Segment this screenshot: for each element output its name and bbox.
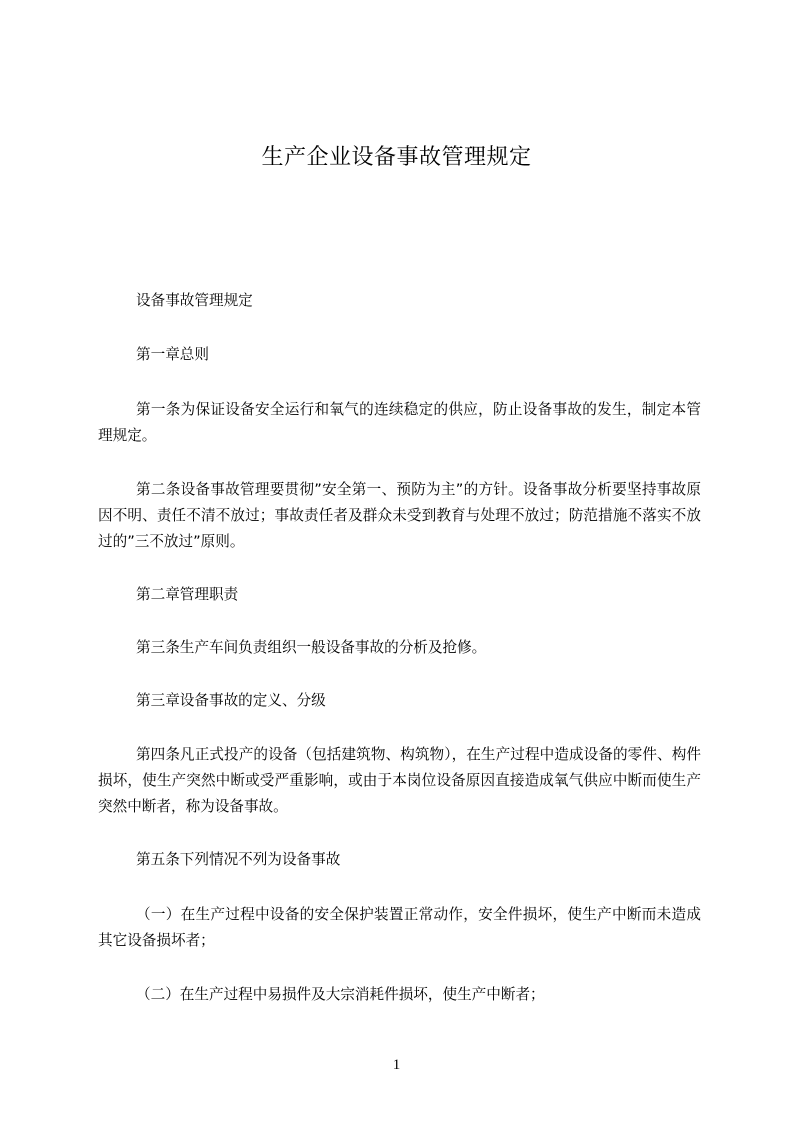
article-paragraph: 第二条设备事故管理要贯彻”安全第一、预防为主”的方针。设备事故分析要坚持事故原因不明、责任不清不放过；事故责任者及群众未受到教育与处理不放过；防范措施不落实不放过的”三不放过”原则。: [98, 481, 701, 550]
chapter-heading: 第三章设备事故的定义、分级: [136, 692, 326, 709]
list-item-paragraph: （一）在生产过程中设备的安全保护装置正常动作，安全件损坏，使生产中断而未造成其它设备损坏者；: [98, 906, 701, 949]
section-heading: 设备事故管理规定: [136, 292, 253, 309]
page-number: 1: [392, 1057, 401, 1073]
page-title: 生产企业设备事故管理规定: [261, 145, 532, 170]
article-paragraph: 第五条下列情况不列为设备事故: [136, 851, 341, 868]
article-paragraph: 第四条凡正式投产的设备（包括建筑物、构筑物），在生产过程中造成设备的零件、构件损坏，使生产突然中断或受严重影响，或由于本岗位设备原因直接造成氧气供应中断而使生产突然中断者，称为设备事故。: [98, 746, 701, 815]
chapter-heading: 第一章总则: [136, 346, 209, 363]
chapter-heading: 第二章管理职责: [136, 586, 239, 603]
article-paragraph: 第三条生产车间负责组织一般设备事故的分析及抢修。: [136, 639, 487, 656]
list-item-paragraph: （二）在生产过程中易损件及大宗消耗件损坏，使生产中断者；: [136, 986, 545, 1003]
article-paragraph: 第一条为保证设备安全运行和氧气的连续稳定的供应，防止设备事故的发生，制定本管理规定。: [98, 401, 701, 444]
